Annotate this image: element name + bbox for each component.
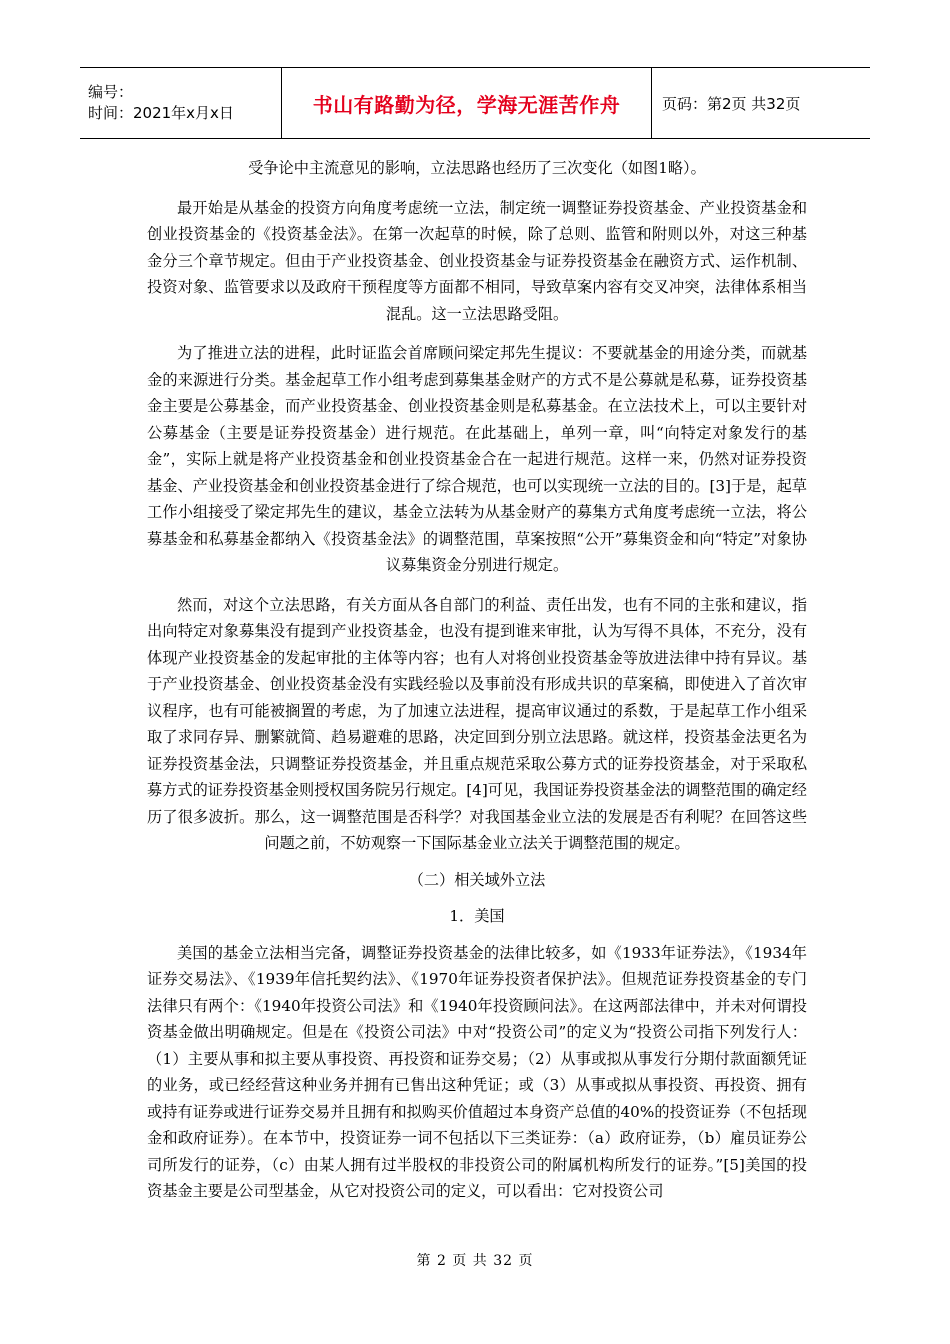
- page-footer: 第 2 页 共 32 页: [416, 1253, 534, 1269]
- paragraph-4: 然而，对这个立法思路，有关方面从各自部门的利益、责任出发，也有不同的主张和建议，指出向特定对象募集没有提到产业投资基金，也没有提到谁来审批，认为写得不具体，不充分，没有体现产业投资基金的发起审批的主体等内容；也有人对将创业投资基金等放进法律中持有异议。基于产业投资基金、创业投资基金没有实践经验以及事前没有形成共识的草案稿，即使进入了首次审议程序，也有可能被搁置的考虑，为了加速立法进程，提高审议通过的系数，于是起草工作小组采取了求同存异、删繁就简、趋易避难的思路，决定回到分别立法思路。就这样，投资基金法更名为证券投资基金法，只调整证券投资基金，并且重点规范采取公募方式的证券投资基金，对于采取私募方式的证券投资基金则授权国务院另行规定。[4]可见，我国证券投资基金法的调整范围的确定经历了很多波折。那么，这一调整范围是否科学？对我国基金业立法的发展是否有利呢？在回答这些问题之前，不妨观察一下国际基金业立法关于调整范围的规定。: [147, 595, 807, 852]
- header-page-cell: [652, 68, 870, 138]
- section-heading: （二）相关域外立法: [408, 870, 546, 889]
- subsection-heading: 1．美国: [449, 907, 505, 925]
- page-label: 页码：第2页 共32页: [662, 94, 801, 113]
- paragraph-1: 受争论中主流意见的影响，立法思路也经历了三次变化（如图1略）。: [248, 159, 706, 177]
- document-header: [80, 67, 870, 139]
- code-label: 编号：: [88, 83, 134, 101]
- time-label: 时间：2021年x月x日: [88, 104, 234, 122]
- motto: 书山有路勤为径，学海无涯苦作舟: [312, 92, 621, 117]
- paragraph-2: 最开始是从基金的投资方向角度考虑统一立法，制定统一调整证券投资基金、产业投资基金和创业投资基金的《投资基金法》。在第一次起草的时候，除了总则、监管和附则以外，对这三种基金分三个章节规定。但由于产业投资基金、创业投资基金与证券投资基金在融资方式、运作机制、投资对象、监管要求以及政府干预程度等方面都不相同，导致草案内容有交叉冲突，法律体系相当混乱。这一立法思路受阻。: [147, 198, 807, 323]
- header-meta: [80, 68, 282, 138]
- paragraph-3: 为了推进立法的进程，此时证监会首席顾问梁定邦先生提议：不要就基金的用途分类，而就基金的来源进行分类。基金起草工作小组考虑到募集基金财产的方式不是公募就是私募，证券投资基金主要是公募基金，而产业投资基金、创业投资基金则是私募基金。在立法技术上，可以主要针对公募基金（主要是证券投资基金）进行规范。在此基础上，单列一章，叫“向特定对象发行的基金”，实际上就是将产业投资基金和创业投资基金合在一起进行规范。这样一来，仍然对证券投资基金、产业投资基金和创业投资基金进行了综合规范，也可以实现统一立法的目的。[3]于是，起草工作小组接受了梁定邦先生的建议，基金立法转为从基金财产的募集方式角度考虑统一立法，将公募基金和私募基金都纳入《投资基金法》的调整范围，草案按照“公开”募集资金和向“特定”对象协议募集资金分别进行规定。: [147, 344, 807, 574]
- paragraph-5: 美国的基金立法相当完备，调整证券投资基金的法律比较多，如《1933年证券法》，《1934年证券交易法》、《1939年信托契约法》、《1970年证券投资者保护法》。但规范证券投资基金的专门法律只有两个：《1940年投资公司法》和《1940年投资顾问法》。在这两部法律中，并未对何谓投资基金做出明确规定。但是在《投资公司法》中对“投资公司”的定义为“投资公司指下列发行人：（1）主要从事和拟主要从事投资、再投资和证券交易；（2）从事或拟从事发行分期付款面额凭证的业务，或已经经营这种业务并拥有已售出这种凭证；或（3）从事或拟从事投资、再投资、拥有或持有证券或进行证券交易并且拥有和拟购买价值超过本身资产总值的40%的投资证券（不包括现金和政府证券）。在本节中，投资证券一词不包括以下三类证券：（a）政府证券，（b）雇员证券公司所发行的证券，（c）由某人拥有过半股权的非投资公司的附属机构所发行的证券。”[5]美国的投资基金主要是公司型基金，从它对投资公司的定义，可以看出：它对投资公司: [147, 943, 807, 1200]
- header-motto-cell: [282, 68, 652, 138]
- document-body: [147, 155, 807, 1205]
